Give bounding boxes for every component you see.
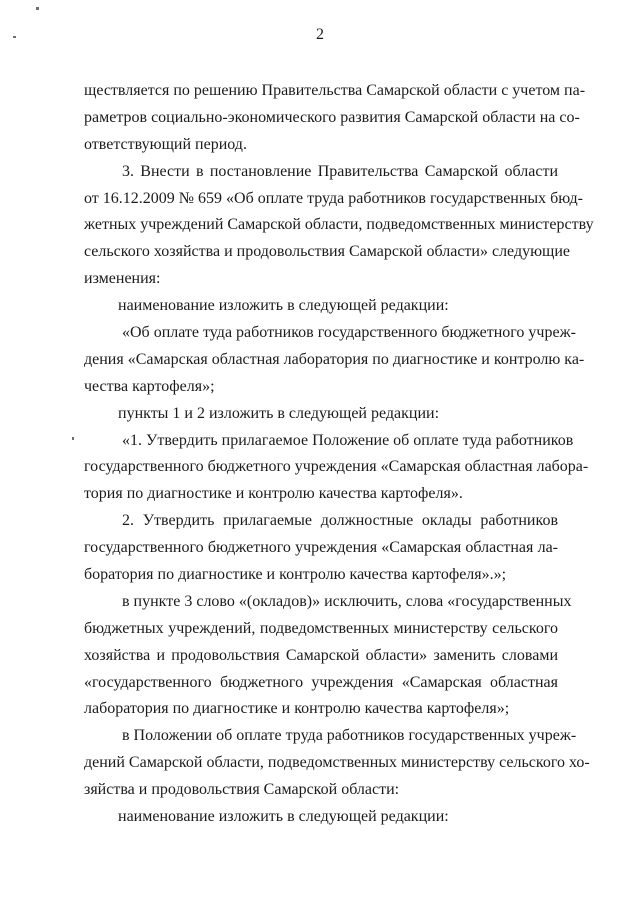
text-line: зяйства и продовольствия Самарской области: [84,781,400,799]
text-line: бюджетных учреждений, подведомственных министерству сельского [84,619,558,637]
text-line: ответствующий период. [84,135,247,153]
text-line: раметров социально-экономического развития Самарской области на со- [84,108,580,126]
text-line: государственного бюджетного учреждения «Самарская областная ла- [84,539,558,557]
text-line: дения «Самарская областная лаборатория по диагностике и контролю ка- [84,350,585,368]
text-line: дений Самарской области, подведомственных министерству сельского хо- [84,754,590,772]
text-line: наименование изложить в следующей редакции: [118,297,449,315]
text-line: от 16.12.2009 № 659 «Об оплате труда работников государственных бюд- [84,189,583,207]
text-line: 2. Утвердить прилагаемые должностные оклады работников [122,512,558,530]
scan-artifact-margin [72,437,74,440]
text-line: 3. Внести в постановление Правительства Самарской области [122,162,558,180]
document-body [84,78,594,831]
text-line: наименование изложить в следующей редакции: [118,808,449,826]
text-line: в Положении об оплате труда работников государственных учреж- [122,727,577,745]
text-line: лаборатория по диагностике и контролю качества картофеля»; [84,700,510,718]
text-line: в пункте 3 слово «(окладов)» исключить, слова «государственных [122,592,572,610]
text-line: «государственного бюджетного учреждения «Самарская областная [84,673,558,691]
text-line: государственного бюджетного учреждения «Самарская областная лабора- [84,458,589,476]
text-line: ществляется по решению Правительства Самарской области с учетом па- [84,82,586,99]
text-line: «Об оплате туда работников государственного бюджетного учреж- [122,324,576,342]
text-line: «1. Утвердить прилагаемое Положение об оплате туда работников [122,431,574,449]
text-line: хозяйства и продовольствия Самарской области» заменить словами [84,646,558,664]
text-line: чества картофеля»; [84,377,215,395]
scan-artifact-top [36,7,39,10]
page-number: 2 [316,26,324,43]
text-line: боратория по диагностике и контролю качества картофеля».»; [84,566,507,584]
text-line: изменения: [84,270,161,288]
text-line: пункты 1 и 2 изложить в следующей редакции: [118,404,440,422]
text-line: сельского хозяйства и продовольствия Самарской области» следующие [84,243,571,261]
text-line: тория по диагностике и контролю качества картофеля». [84,485,463,503]
text-line: жетных учреждений Самарской области, подведомственных министерству [84,216,594,234]
